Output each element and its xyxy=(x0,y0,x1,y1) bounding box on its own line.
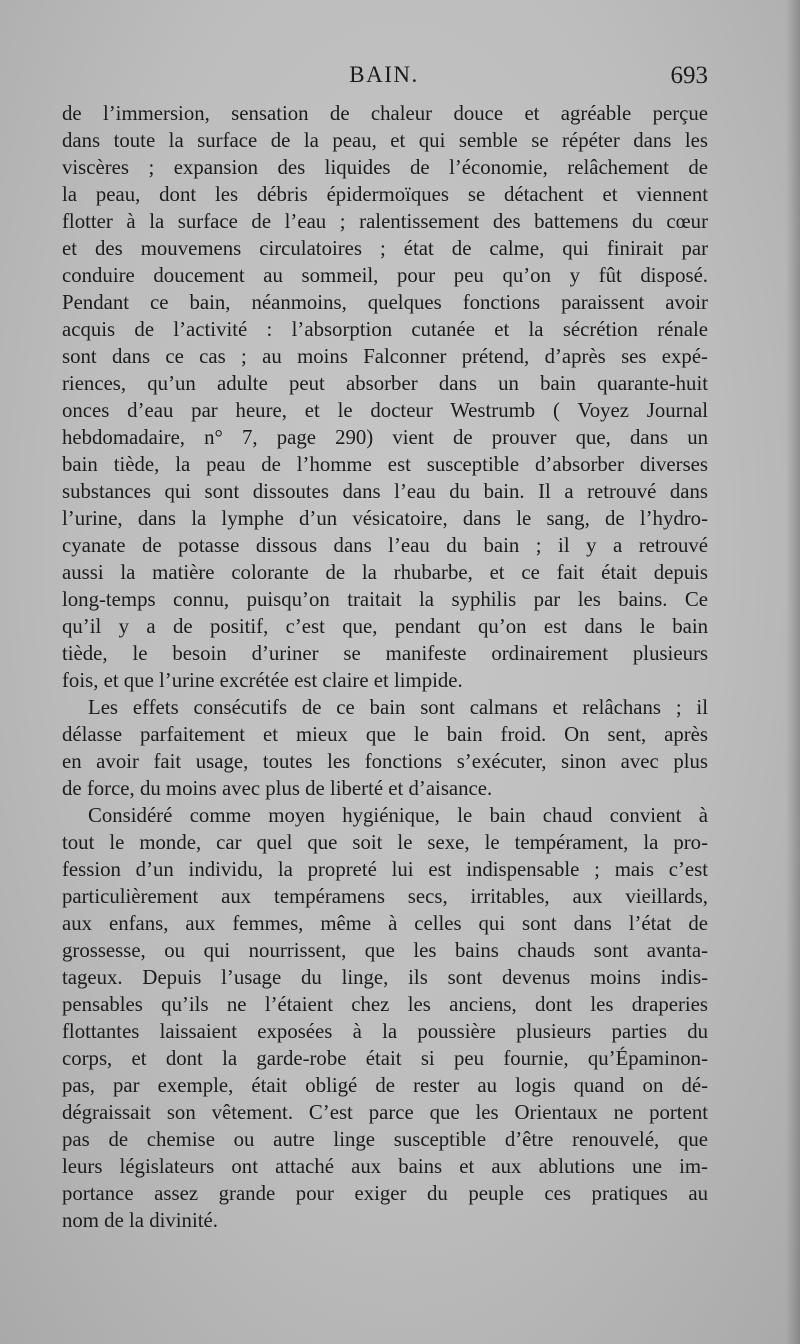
text-line: flottantes laissaient exposées à la poussière plusieurs parties du xyxy=(62,1020,708,1043)
text-line: délasse parfaitement et mieux que le bain froid. On sent, après xyxy=(62,723,708,746)
text-line: long-temps connu, puisqu’on traitait la syphilis par les bains. Ce xyxy=(62,588,708,611)
text-line: substances qui sont dissoutes dans l’eau du bain. Il a retrouvé dans xyxy=(62,480,708,503)
text-line: aussi la matière colorante de la rhubarbe, et ce fait était depuis xyxy=(62,561,708,584)
text-line: bain tiède, la peau de l’homme est susceptible d’absorber diverses xyxy=(62,453,708,476)
text-line: et des mouvemens circulatoires ; état de calme, qui finirait par xyxy=(62,237,708,260)
text-line: qu’il y a de positif, c’est que, pendant qu’on est dans le bain xyxy=(62,615,708,638)
running-head-title: BAIN. xyxy=(349,62,419,87)
text-line: tageux. Depuis l’usage du linge, ils sont devenus moins indis- xyxy=(62,966,708,989)
text-line: pensables qu’ils ne l’étaient chez les anciens, dont les draperies xyxy=(62,993,708,1016)
text-line: dans toute la surface de la peau, et qui semble se répéter dans les xyxy=(62,129,708,152)
text-line: l’urine, dans la lymphe d’un vésicatoire, dans le sang, de l’hydro- xyxy=(62,507,708,530)
text-line: riences, qu’un adulte peut absorber dans un bain quarante-huit xyxy=(62,372,708,395)
page-edge-shadow xyxy=(786,0,800,1344)
text-line: particulièrement aux tempéramens secs, irritables, aux vieillards, xyxy=(62,885,708,908)
paragraph-end-line: nom de la divinité. xyxy=(62,1209,218,1232)
text-line: de l’immersion, sensation de chaleur douce et agréable perçue xyxy=(62,102,708,125)
body-text xyxy=(62,100,708,1234)
text-line: pas, par exemple, était obligé de rester au logis quand on dé- xyxy=(62,1074,708,1097)
text-line: portance assez grande pour exiger du peuple ces pratiques au xyxy=(62,1182,708,1205)
text-line: aux enfans, aux femmes, même à celles qui sont dans l’état de xyxy=(62,912,708,935)
text-line: fession d’un individu, la propreté lui est indispensable ; mais c’est xyxy=(62,858,708,881)
text-line: pas de chemise ou autre linge susceptible d’être renouvelé, que xyxy=(62,1128,708,1151)
paragraph-end-line: de force, du moins avec plus de liberté et d’aisance. xyxy=(62,777,493,800)
text-line: conduire doucement au sommeil, pour peu qu’on y fût disposé. xyxy=(62,264,708,287)
text-line: flotter à la surface de l’eau ; ralentissement des battemens du cœur xyxy=(62,210,708,233)
text-line: acquis de l’activité : l’absorption cutanée et la sécrétion rénale xyxy=(62,318,708,341)
text-line: tiède, le besoin d’uriner se manifeste ordinairement plusieurs xyxy=(62,642,708,665)
text-line: hebdomadaire, n° 7, page 290) vient de prouver que, dans un xyxy=(62,426,708,449)
text-line: grossesse, ou qui nourrissent, que les bains chauds sont avanta- xyxy=(62,939,708,962)
text-line: viscères ; expansion des liquides de l’économie, relâchement de xyxy=(62,156,708,179)
page-number: 693 xyxy=(670,62,708,89)
text-line: cyanate de potasse dissous dans l’eau du bain ; il y a retrouvé xyxy=(62,534,708,557)
text-line: onces d’eau par heure, et le docteur Westrumb ( Voyez Journal xyxy=(62,399,708,422)
text-line: tout le monde, car quel que soit le sexe, le tempérament, la pro- xyxy=(62,831,708,854)
paragraph-first-line: Les effets consécutifs de ce bain sont calmans et relâchans ; il xyxy=(88,696,708,719)
text-line: corps, et dont la garde-robe était si peu fournie, qu’Épaminon- xyxy=(62,1047,708,1070)
text-line: dégraissait son vêtement. C’est parce que les Orientaux ne portent xyxy=(62,1101,708,1124)
text-line: Pendant ce bain, néanmoins, quelques fonctions paraissent avoir xyxy=(62,291,708,314)
running-head xyxy=(60,62,708,96)
paragraph-first-line: Considéré comme moyen hygiénique, le bain chaud convient à xyxy=(88,804,708,827)
text-line: leurs législateurs ont attaché aux bains et aux ablutions une im- xyxy=(62,1155,708,1178)
text-line: la peau, dont les débris épidermoïques se détachent et viennent xyxy=(62,183,708,206)
text-line: sont dans ce cas ; au moins Falconner prétend, d’après ses expé- xyxy=(62,345,708,368)
text-line: en avoir fait usage, toutes les fonctions s’exécuter, sinon avec plus xyxy=(62,750,708,773)
paragraph-end-line: fois, et que l’urine excrétée est claire et limpide. xyxy=(62,669,463,692)
